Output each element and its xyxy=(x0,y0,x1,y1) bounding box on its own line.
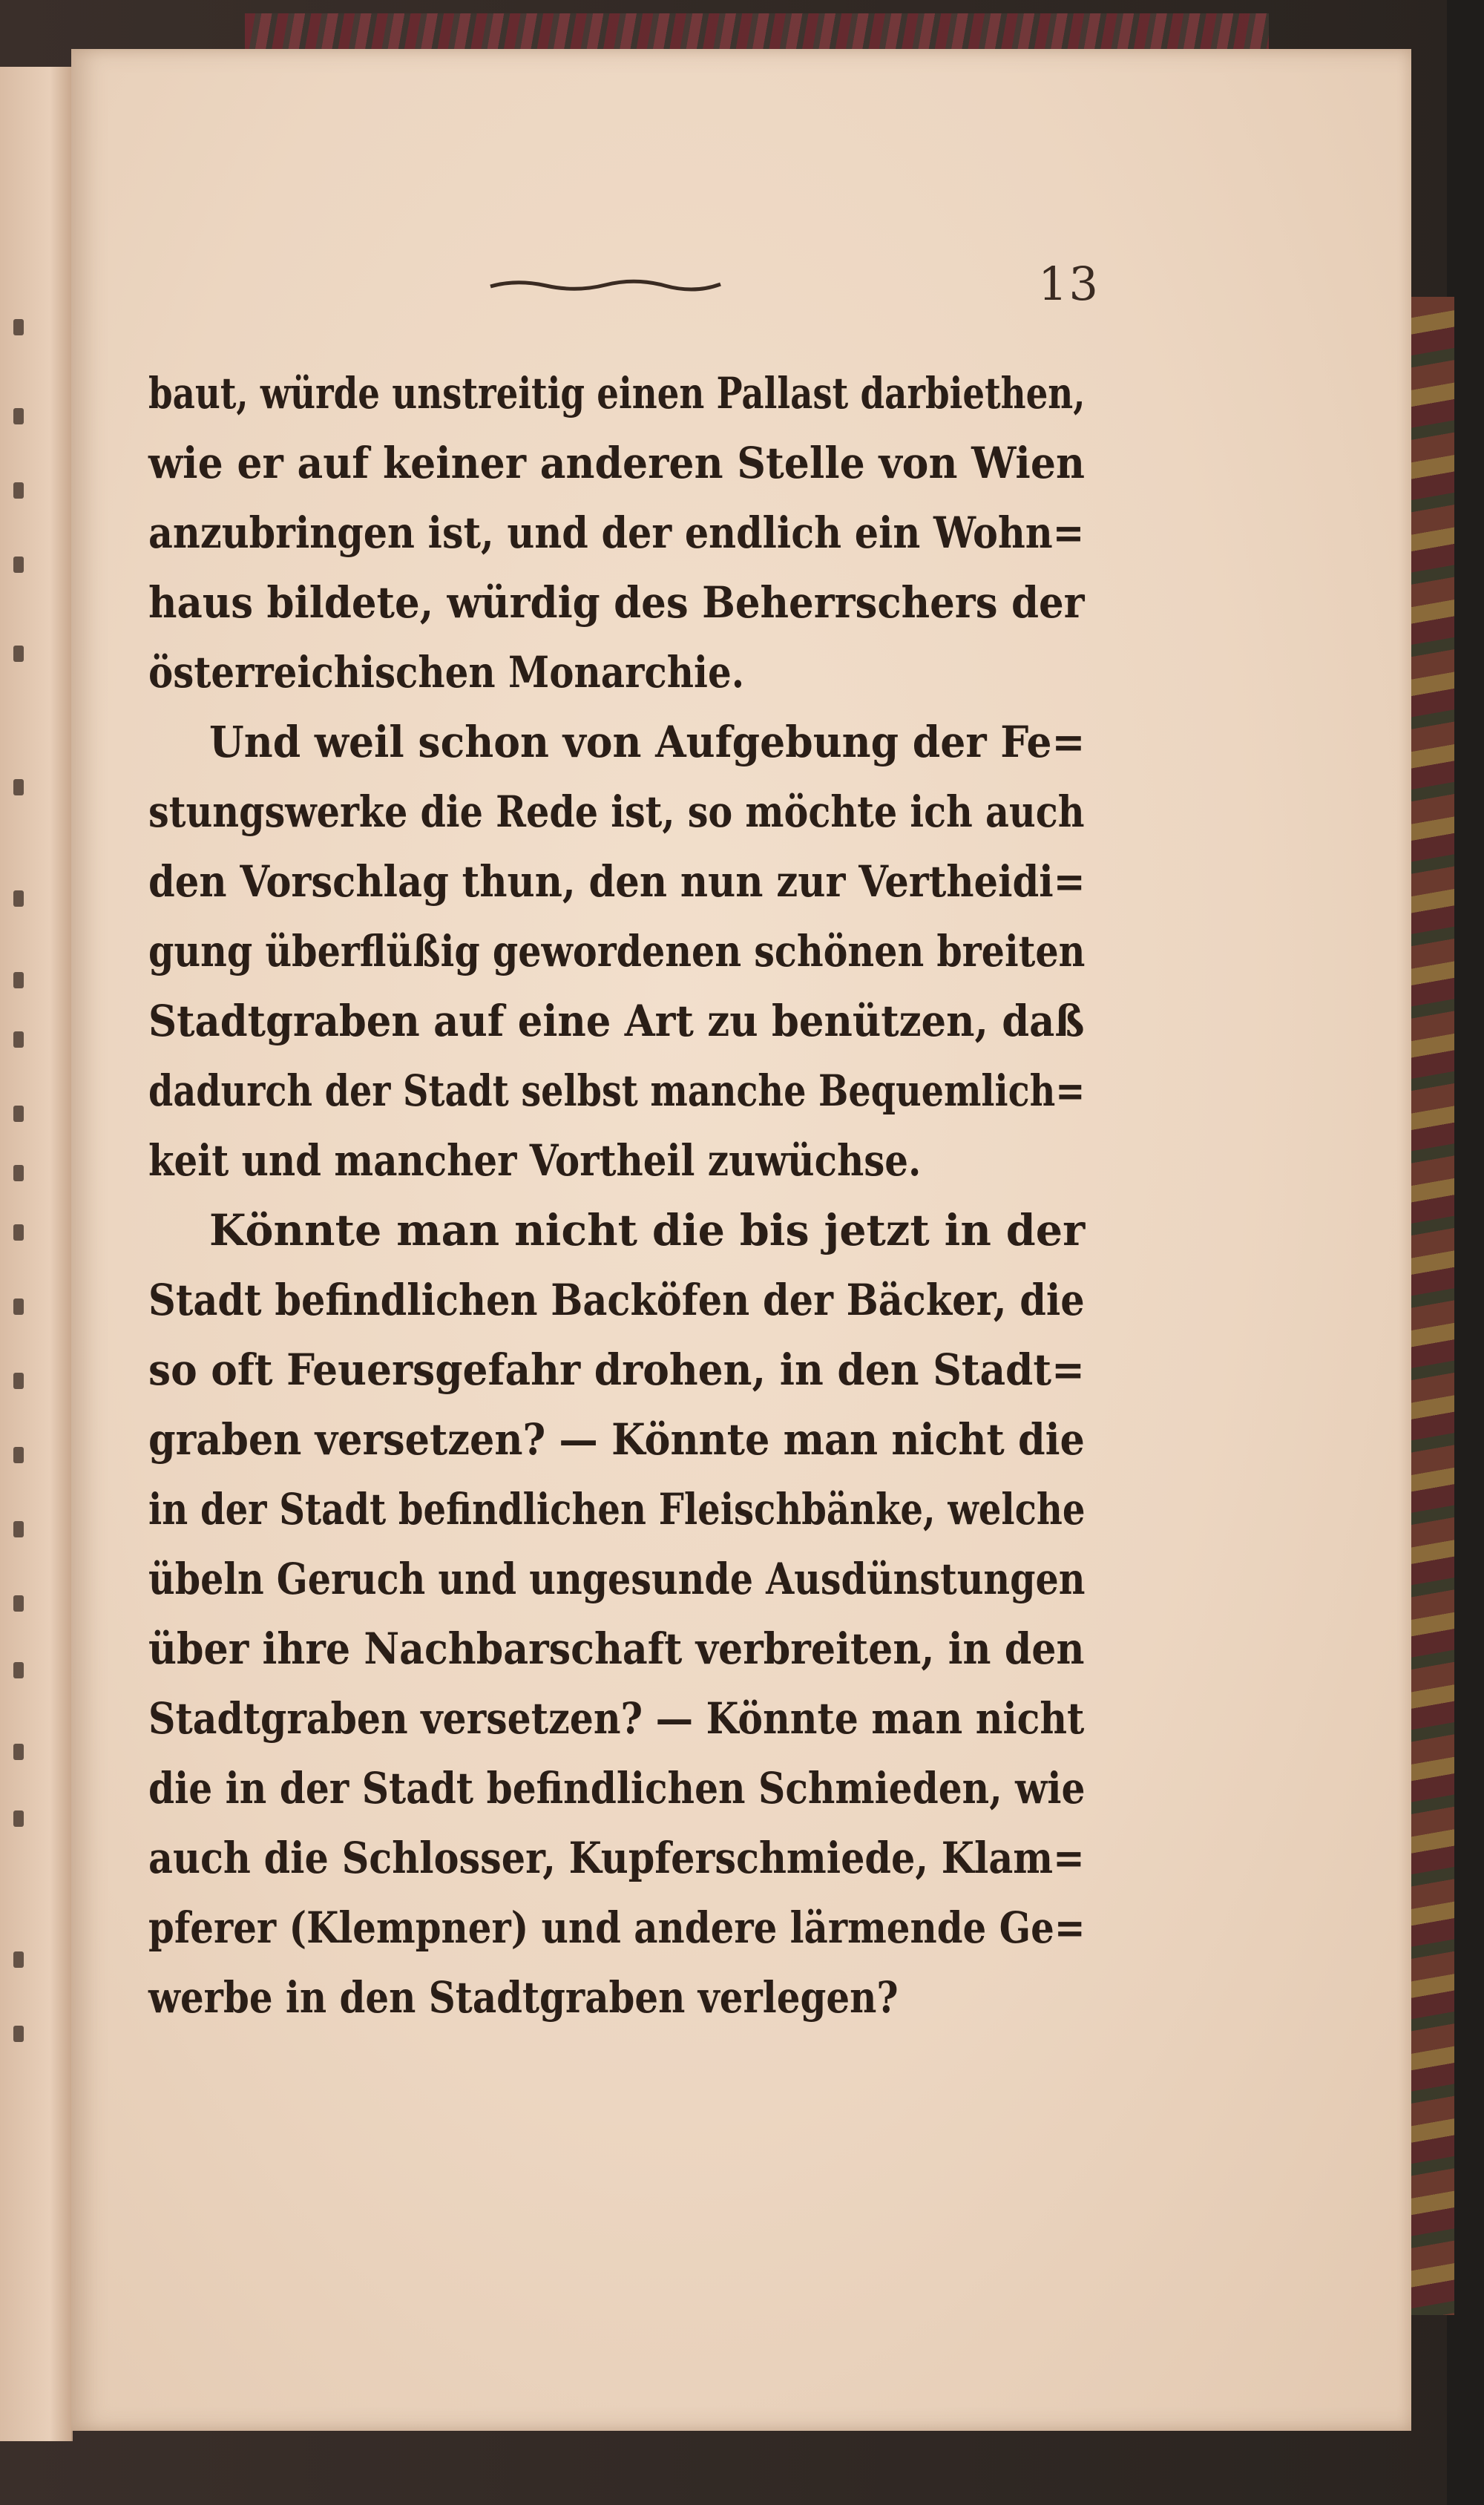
text-line: über ihre Nachbarschaft verbreiten, in den xyxy=(148,1624,1085,1674)
text-line: Und weil schon von Aufgebung der Fe= xyxy=(209,717,1086,767)
previous-page-edge xyxy=(0,67,73,2441)
text-line: übeln Geruch und ungesunde Ausdünstungen xyxy=(148,1554,1086,1604)
text-line: dadurch der Stadt selbst manche Bequemlich= xyxy=(148,1066,1086,1116)
text-line: auch die Schlosser, Kupferschmiede, Klam= xyxy=(148,1833,1085,1883)
text-line: Stadtgraben auf eine Art zu benützen, daß xyxy=(148,996,1085,1046)
text-line: baut, würde unstreitig einen Pallast darbiethen, xyxy=(148,368,1086,418)
text-line: Stadt befindlichen Backöfen der Bäcker, die xyxy=(148,1275,1085,1325)
text-line: haus bildete, würdig des Beherrschers der xyxy=(148,577,1085,628)
text-line: Stadtgraben versetzen? — Könnte man nicht xyxy=(148,1693,1085,1744)
text-line: gung überflüßig gewordenen schönen breiten xyxy=(148,926,1086,976)
text-line: in der Stadt befindlichen Fleischbänke, welche xyxy=(148,1484,1086,1534)
page-number: 13 xyxy=(1038,257,1100,311)
text-line: pferer (Klempner) und andere lärmende Ge= xyxy=(148,1902,1086,1953)
page-text xyxy=(71,49,1411,2431)
text-line: so oft Feuersgefahr drohen, in den Stadt= xyxy=(148,1345,1085,1395)
text-line: keit und mancher Vortheil zuwüchse. xyxy=(148,1135,922,1186)
text-line: graben versetzen? — Könnte man nicht die xyxy=(148,1414,1085,1465)
text-line: österreichischen Monarchie. xyxy=(148,647,745,697)
text-line: Könnte man nicht die bis jetzt in der xyxy=(209,1205,1086,1255)
text-line: stungswerke die Rede ist, so möchte ich auch xyxy=(148,787,1085,837)
book-page xyxy=(71,49,1411,2431)
text-line: wie er auf keiner anderen Stelle von Wien xyxy=(148,438,1085,488)
text-line: den Vorschlag thun, den nun zur Vertheidi= xyxy=(148,856,1086,907)
text-line: die in der Stadt befindlichen Schmieden, wie xyxy=(148,1763,1086,1813)
text-line: anzubringen ist, und der endlich ein Wohn= xyxy=(148,508,1085,558)
text-line: werbe in den Stadtgraben verlegen? xyxy=(148,1972,899,2023)
